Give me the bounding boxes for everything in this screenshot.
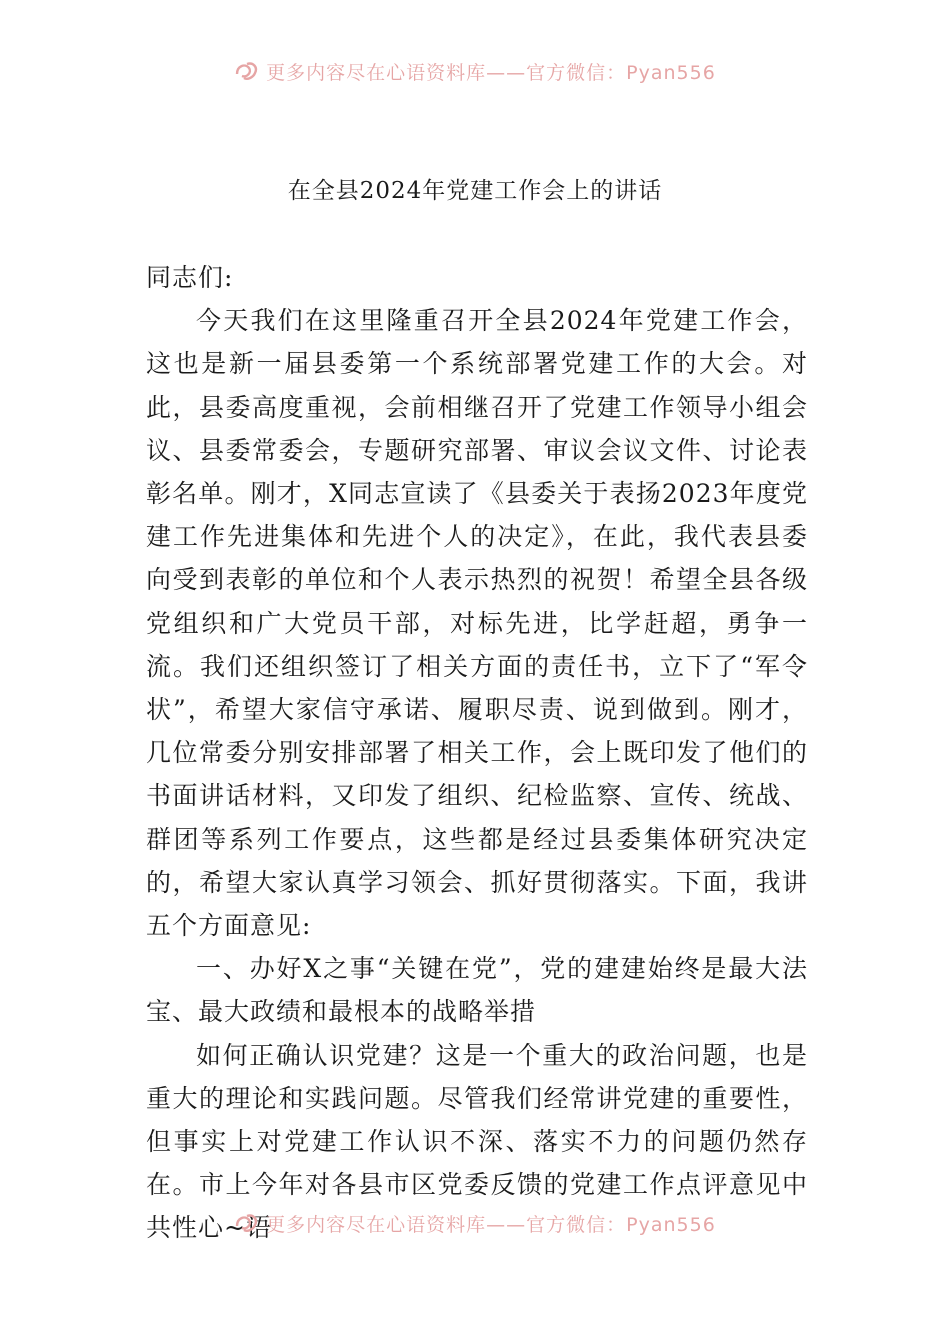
salutation: 同志们: [146, 263, 234, 292]
document-title: 在全县2024年党建工作会上的讲话 [287, 178, 663, 204]
document-body [146, 256, 808, 1250]
watermark-header [0, 56, 950, 86]
watermark-logo-icon [234, 1212, 260, 1234]
paragraph-intro: 今天我们在这里隆重召开全县2024年党建工作会，这也是新一届县委第一个系统部署党建工作的大会。对此，县委高度重视，会前相继召开了党建工作领导小组会议、县委常委会，专题研究部署、审议会议文件、讨论表彰名单。刚才，X同志宣读了《县委关于表扬2023年度党建工作先进集体和先进个人的决定》，在此，我代表县委向受到表彰的单位和个人表示热烈的祝贺！希望全县各级党组织和广大党员干部，对标先进，比学赶超，勇争一流。我们还组织签订了相关方面的责任书，立下了“军令状”，希望大家信守承诺、履职尽责、说到做到。刚才，几位常委分别安排部署了相关工作，会上既印发了他们的书面讲话材料，又印发了组织、纪检监察、宣传、统战、群团等系列工作要点，这些都是经过县委集体研究决定的，希望大家认真学习领会、抓好贯彻落实。下面，我讲五个方面意见: [146, 306, 808, 941]
paragraph-section-1: 如何正确认识党建？这是一个重大的政治问题，也是重大的理论和实践问题。尽管我们经常讲党建的重要性，但事实上对党建工作认识不深、落实不力的问题仍然存在。市上今年对各县市区党委反馈的党建工作点评意见中共性心~语 [146, 1040, 808, 1243]
watermark-text: 更多内容尽在心语资料库——官方微信：Pyan556 [266, 1213, 716, 1236]
watermark-text: 更多内容尽在心语资料库——官方微信：Pyan556 [266, 61, 716, 84]
section-heading-1: 一、办好X之事“关键在党”，党的建建始终是最大法宝、最大政绩和最根本的战略举措 [146, 954, 808, 1027]
watermark-footer [0, 1208, 950, 1238]
watermark-logo-icon [234, 60, 260, 82]
